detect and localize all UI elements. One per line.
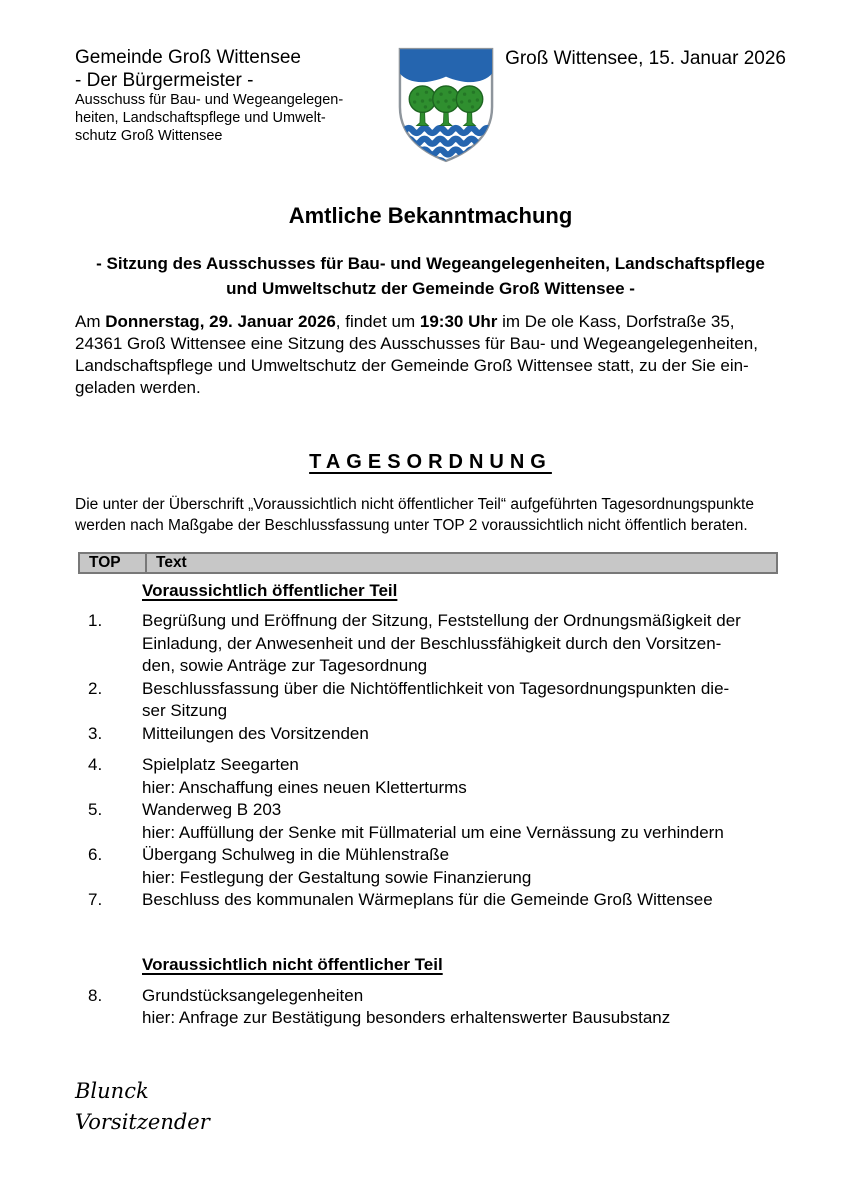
agenda-item-text: Wanderweg B 203 hier: Auffüllung der Senke mit Füllmaterial um eine Vernässung zu verhindern [142,800,724,842]
agenda-heading: TAGESORDNUNG [309,451,552,473]
agenda-item-number: 5. [88,800,103,819]
agenda-item-text: Begrüßung und Eröffnung der Sitzung, Feststellung der Ordnungsmäßigkeit der Einladung, der Anwesenheit und der Beschlussfähigkeit durch den Vorsitzen- den, sowie Anträge zur Tagesordnung [142,611,741,675]
agenda-item-6 [75,844,786,889]
subtitle-line-1: - Sitzung des Ausschusses für Bau- und Wegeangelegenheiten, Landschaftspflege [96,254,765,273]
invitation-line-1: Am Donnerstag, 29. Januar 2026, findet um 19:30 Uhr im De ole Kass, Dorfstraße 35, [75,312,735,331]
sender-committee-line2: heiten, Landschaftspflege und Umwelt- [75,110,326,127]
agenda-item-4 [75,754,786,799]
tree-icons [409,86,483,126]
document-header [75,46,786,169]
document-title: Amtliche Bekanntmachung [288,203,573,228]
agenda-item-text: Beschluss des kommunalen Wärmeplans für die Gemeinde Groß Wittensee [142,890,713,909]
agenda-item-text: Spielplatz Seegarten hier: Anschaffung eines neuen Kletterturms [142,755,467,797]
agenda-item-7 [75,889,786,912]
agenda-note [75,494,786,536]
agenda-item-number: 8. [88,985,103,1005]
session-time: 19:30 Uhr [419,312,498,331]
signature-block [75,1076,786,1138]
invitation-line-3: Landschaftspflege und Umweltschutz der Gemeinde Groß Wittensee statt, zu der Sie ein- [75,356,749,375]
coat-of-arms [397,46,495,169]
agenda-item-text: Übergang Schulweg in die Mühlenstraße hier: Festlegung der Gestaltung sowie Finanzierung [142,845,532,887]
agenda-item-number: 7. [88,890,103,909]
agenda-item-3 [75,723,786,746]
place-and-date: Groß Wittensee, 15. Januar 2026 [505,48,786,69]
agenda-item-number: 6. [88,845,103,864]
agenda-item-5 [75,799,786,844]
agenda-item-text: Grundstücksangelegenheiten hier: Anfrage zur Bestätigung besonders erhaltenswerter Bausubstanz [142,985,671,1027]
agenda-item-number: 1. [88,611,103,630]
sender-committee-line1: Ausschuss für Bau- und Wegeangelegen- [75,92,344,109]
agenda-item-text: Mitteilungen des Vorsitzenden [142,723,369,743]
agenda-item-text: Beschlussfassung über die Nichtöffentlichkeit von Tagesordnungspunkten die- ser Sitzung [142,678,730,720]
agenda-item-number: 4. [88,755,103,774]
column-header-top: TOP [80,554,147,572]
agenda-note-line-2: werden nach Maßgabe der Beschlussfassung unter TOP 2 voraussichtlich nicht öffentlich beraten. [75,517,748,534]
public-section-title: Voraussichtlich öffentlicher Teil [142,581,398,600]
agenda-item-number: 3. [88,723,103,743]
document-subtitle [75,251,786,301]
sender-mayor: - Der Bürgermeister - [75,70,254,92]
sender-municipality: Gemeinde Groß Wittensee [75,47,301,68]
sender-committee-line3: schutz Groß Wittensee [75,127,223,144]
sender-block [75,46,397,145]
agenda-item-8 [75,985,786,1030]
subtitle-line-2: und Umweltschutz der Gemeinde Groß Wittensee - [226,279,635,298]
agenda-item-number: 2. [88,678,103,698]
invitation-line-2: 24361 Groß Wittensee eine Sitzung des Ausschusses für Bau- und Wegeangelegenheiten, [75,334,758,353]
invitation-paragraph [75,311,786,399]
nonpublic-section-title: Voraussichtlich nicht öffentlicher Teil [142,954,443,974]
coat-of-arms-icon [397,46,495,164]
column-header-text: Text [156,554,187,571]
agenda-item-2 [75,678,786,723]
session-date: Donnerstag, 29. Januar 2026 [105,312,336,331]
invitation-line-4: geladen werden. [75,378,201,397]
agenda-table-header [78,552,778,574]
signature-name: Blunck [75,1078,149,1103]
agenda-note-line-1: Die unter der Überschrift „Voraussichtlich nicht öffentlicher Teil“ aufgeführten Tagesordnungspunkte [75,496,754,513]
signature-role: Vorsitzender [75,1109,210,1134]
agenda-item-1 [75,610,786,678]
